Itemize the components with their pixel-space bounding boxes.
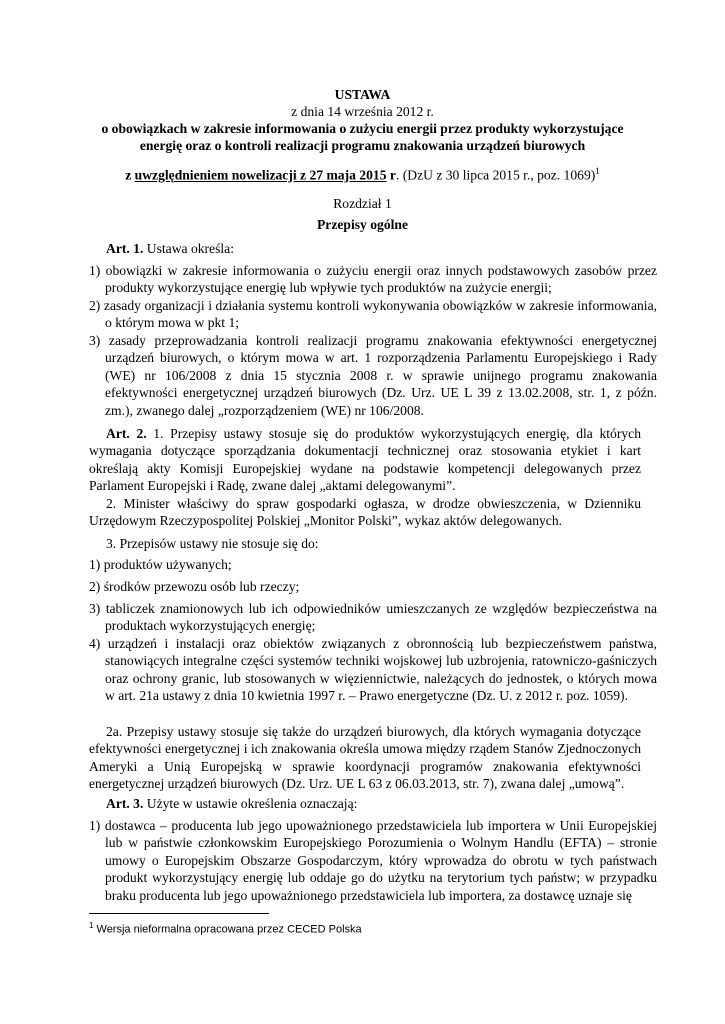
- chapter-title: Przepisy ogólne: [317, 217, 408, 232]
- act-subject-line-2: energię oraz o kontroli realizacji programu znakowania urządzeń biurowych: [139, 138, 586, 153]
- art2-item-2: 2) środków przewozu osób lub rzeczy;: [89, 579, 300, 594]
- footnote: [89, 921, 362, 936]
- chapter-label: Rozdział 1: [333, 196, 392, 211]
- act-subject-line-1: o obowiązkach w zakresie informowania o zużyciu energii przez produkty wykorzystujące: [101, 121, 624, 136]
- amendment-prefix: z: [125, 167, 135, 183]
- art1-label: Art. 1.: [106, 241, 144, 256]
- act-title: USTAWA: [334, 87, 391, 102]
- art2-label: Art. 2.: [106, 426, 147, 441]
- amendment-note: [80, 163, 645, 184]
- art3-label: Art. 3.: [106, 796, 144, 811]
- amendment-underlined: uwzględnieniem nowelizacji z 27 maja 2015: [134, 167, 387, 183]
- art1-item-1: 1) obowiązki w zakresie informowania o zużyciu energii oraz innych podstawowych zasobów przez produkty wykorzystujące energię lub wpływie tych produktów na zużycie energii;: [89, 263, 658, 296]
- art1-item-3: 3) zasady przeprowadzania kontroli realizacji programu znakowania efektywności energetycznej urządzeń biurowych, o którym mowa w art. 1 rozporządzenia Parlamentu Europejskiego i Rady (WE) nr 106/2008 z dnia 15 stycznia 2008 r. w sprawie unijnego programu znakowania efektywności energetycznej urządzeń biurowych (Dz. Urz. UE L 39 z 13.02.2008, str. 1, z późn. zm.), zwanego dalej „rozporządzeniem (WE) nr 106/2008.: [89, 333, 657, 418]
- art2-paragraph-2: 2. Minister właściwy do spraw gospodarki ogłasza, w drodze obwieszczenia, w Dzienniku Urzędowym Rzeczypospolitej Polskiej „Monitor Polski”, wykaz aktów delegowanych.: [89, 496, 641, 529]
- amendment-rest: . (DzU z 30 lipca 2015 r., poz. 1069): [395, 167, 596, 183]
- footnote-number: 1: [89, 921, 94, 930]
- art2-paragraph-2a: 2a. Przepisy ustawy stosuje się także do urządzeń biurowych, dla których wymagania dotyczące efektywności energetycznej i ich znakowania określa umowa między rządem Stanów Zjednoczonych Ameryki a Unią Europejską w sprawie koordynacji programów znakowania efektywności energetycznej urządzeń biurowych (Dz. Urz. UE L 63 z 06.03.2013, str. 7), zwana dalej „umową”.: [89, 724, 641, 792]
- art2-paragraph-3: 3. Przepisów ustawy nie stosuje się do:: [106, 536, 319, 551]
- footnote-text: Wersja nieformalna opracowana przez CECED Polska: [93, 923, 362, 936]
- art2-item-4: 4) urządzeń i instalacji oraz obiektów związanych z obronnością lub bezpieczeństwem państwa, stanowiących integralne części systemów techniki wojskowej lub uzbrojenia, ratowniczo-gaśniczych oraz ochrony granic, lub stosowanych w więziennictwie, należących do jednostek, o których mowa w art. 21a ustawy z dnia 10 kwietnia 1997 r. – Prawo energetyczne (Dz. U. z 2012 r. poz. 1059).: [89, 636, 657, 704]
- art2-item-1: 1) produktów używanych;: [89, 557, 232, 572]
- footnote-reference[interactable]: 1: [595, 166, 600, 176]
- art2-paragraph-1: Art. 2. 1. Przepisy ustawy stosuje się do produktów wykorzystujących energię, dla których wymagania dotyczące sporządzania dokumentacji technicznej oraz stosowania etykiet i kart określają akty Komisji Europejskiej wydane na podstawie kompetencji delegowanych przez Parlament Europejski i Radę, zwane dalej „aktami delegowanymi”.: [89, 426, 641, 494]
- art3-intro: Art. 3. Użyte w ustawie określenia oznaczają:: [106, 796, 358, 811]
- art1-intro: Art. 1. Ustawa określa:: [106, 241, 234, 256]
- amendment-r: r: [386, 167, 396, 183]
- art2-item-3: 3) tabliczek znamionowych lub ich odpowiedników umieszczanych ze względów bezpieczeństwa na produktach wykorzystujących energię;: [89, 601, 657, 634]
- act-date: z dnia 14 września 2012 r.: [291, 104, 434, 119]
- art1-item-2: 2) zasady organizacji i działania systemu kontroli wykonywania obowiązków w zakresie informowania, o którym mowa w pkt 1;: [89, 298, 657, 331]
- art3-item-1: 1) dostawca – producenta lub jego upoważnionego przedstawiciela lub importera w Unii Europejskiej lub w państwie członkowskim Europejskiego Porozumienia o Wolnym Handlu (EFTA) – stronie umowy o Europejskim Obszarze Gospodarczym, który wprowadza do obrotu w tych państwach produkt wykorzystujący energię lub oddaje go do użytku na terytorium tych państw; w przypadku braku producenta lub jego upoważnionego przedstawiciela lub importera, za dostawcę uznaje się: [89, 818, 657, 903]
- footnote-separator: [89, 913, 269, 914]
